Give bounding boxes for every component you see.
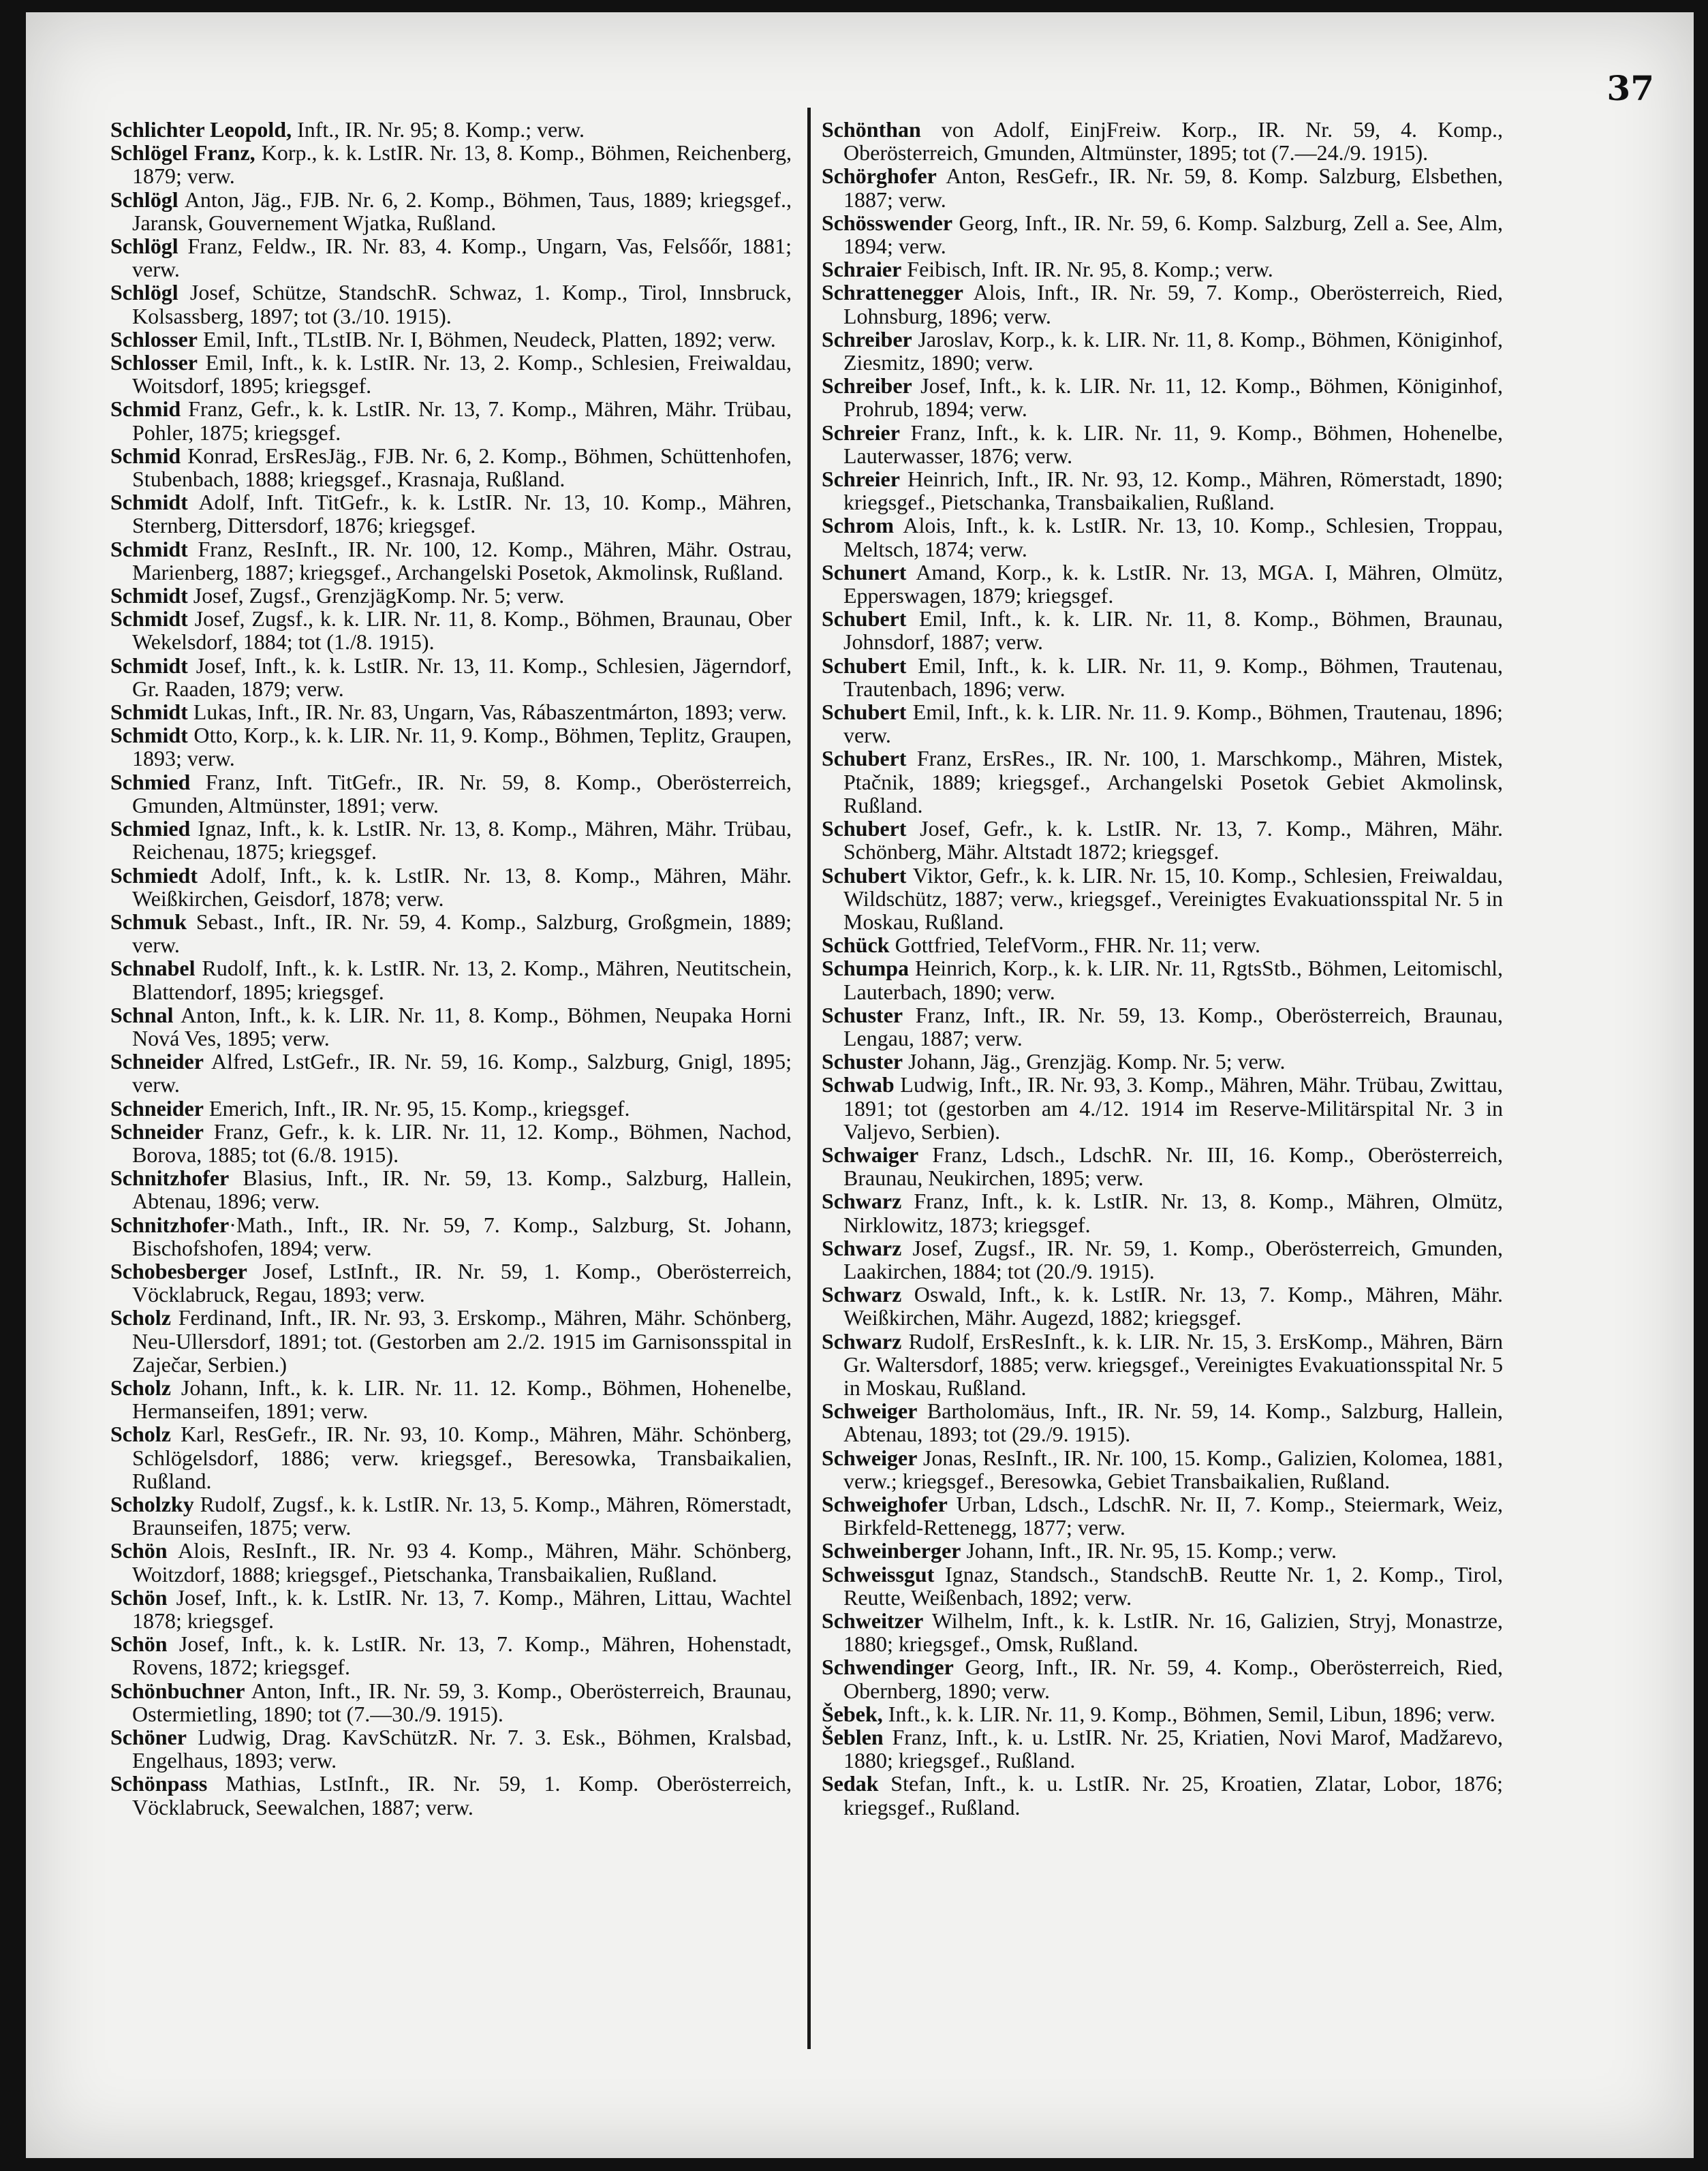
roster-entry xyxy=(822,328,1503,374)
roster-entry xyxy=(822,514,1503,560)
roster-entry xyxy=(822,1399,1503,1446)
entry-details: Josef, Gefr., k. k. LstIR. Nr. 13, 7. Komp., Mähren, Mähr. Schönberg, Mähr. Altstadt 1872; kriegsgef. xyxy=(843,816,1503,864)
entry-details: Alois, ResInft., IR. Nr. 93 4. Komp., Mähren, Mähr. Schönberg, Woitzdorf, 1888; kriegsgef., Pietschanka, Transbaikalien, Rußland. xyxy=(132,1538,792,1587)
roster-entry xyxy=(110,584,792,607)
entry-surname: Schwarz xyxy=(822,1189,902,1214)
entry-surname: Schmidt xyxy=(110,723,188,748)
roster-entry xyxy=(822,1236,1503,1283)
entry-details: Mathias, LstInft., IR. Nr. 59, 1. Komp. Oberösterreich, Vöcklabruck, Seewalchen, 1887; verw. xyxy=(132,1771,792,1819)
entry-details: Emil, Inft., k. k. LIR. Nr. 11, 8. Komp., Böhmen, Braunau, Johnsdorf, 1887; verw. xyxy=(843,606,1503,655)
entry-details: Gottfried, TelefVorm., FHR. Nr. 11; verw. xyxy=(889,933,1260,958)
entry-surname: Schmidt xyxy=(110,490,188,515)
entry-details: Rudolf, Zugsf., k. k. LstIR. Nr. 13, 5. Komp., Mähren, Römerstadt, Braunseifen, 1875; verw. xyxy=(132,1491,792,1540)
entry-surname: Schubert xyxy=(822,746,907,771)
roster-entry xyxy=(110,864,792,910)
entry-surname: Scholz xyxy=(110,1375,171,1400)
roster-entry xyxy=(822,1050,1503,1073)
entry-surname: Schmidt xyxy=(110,700,188,725)
entry-surname: Schobesberger xyxy=(110,1258,247,1283)
roster-entry xyxy=(110,1260,792,1306)
roster-entry xyxy=(822,864,1503,934)
entry-surname: Schwarz xyxy=(822,1328,902,1354)
entry-surname: Schörghofer xyxy=(822,163,937,189)
roster-entry xyxy=(110,1539,792,1585)
roster-entry xyxy=(822,1772,1503,1818)
roster-entry xyxy=(110,141,792,187)
entry-details: Johann, Inft., IR. Nr. 95, 15. Komp.; verw. xyxy=(961,1538,1337,1563)
entry-details: Josef, LstInft., IR. Nr. 59, 1. Komp., Oberösterreich, Vöcklabruck, Regau, 1893; verw. xyxy=(132,1258,792,1307)
entry-surname: Schneider xyxy=(110,1095,204,1121)
roster-entry xyxy=(110,1213,792,1260)
roster-entry xyxy=(822,1655,1503,1702)
entry-details: Jaroslav, Korp., k. k. LIR. Nr. 11, 8. Komp., Böhmen, Königinhof, Ziesmitz, 1890; verw. xyxy=(843,326,1503,375)
entry-surname: Schubert xyxy=(822,816,907,841)
entry-details: Johann, Jäg., Grenzjäg. Komp. Nr. 5; verw. xyxy=(903,1049,1286,1074)
roster-entry xyxy=(110,1166,792,1213)
entry-surname: Schweiger xyxy=(822,1399,918,1424)
entry-surname: Schmidt xyxy=(110,583,188,608)
entry-details: Georg, Inft., IR. Nr. 59, 6. Komp. Salzburg, Zell a. See, Alm, 1894; verw. xyxy=(843,210,1503,259)
entry-details: Feibisch, Inft. IR. Nr. 95, 8. Komp.; verw. xyxy=(901,257,1273,282)
entry-surname: Schmuk xyxy=(110,909,187,934)
entry-surname: Schreier xyxy=(822,467,900,492)
roster-entry xyxy=(822,1493,1503,1539)
entry-details: Josef, Zugsf., IR. Nr. 59, 1. Komp., Oberösterreich, Gmunden, Laakirchen, 1884; tot (20./9. 1915). xyxy=(843,1235,1503,1283)
entry-surname: Sedak xyxy=(822,1771,879,1796)
entry-surname: Schlögl xyxy=(110,280,178,305)
roster-entry xyxy=(822,1609,1503,1655)
entry-surname: Scholz xyxy=(110,1305,171,1330)
entry-surname: Schunert xyxy=(822,559,907,584)
entry-surname: Schmiedt xyxy=(110,862,198,888)
entry-surname: Schubert xyxy=(822,653,907,678)
roster-entry xyxy=(110,537,792,584)
entry-surname: Schmied xyxy=(110,769,191,794)
roster-entry xyxy=(110,444,792,490)
entry-details: Urban, Ldsch., LdschR. Nr. II, 7. Komp., Steiermark, Weiz, Birkfeld-Rettenegg, 1877; verw. xyxy=(843,1491,1503,1540)
roster-entry xyxy=(110,654,792,700)
entry-surname: Schösswender xyxy=(822,210,953,235)
entry-surname: Schubert xyxy=(822,862,907,888)
roster-entry xyxy=(110,351,792,397)
entry-details: Otto, Korp., k. k. LIR. Nr. 11, 9. Komp., Böhmen, Teplitz, Graupen, 1893; verw. xyxy=(132,723,792,771)
roster-entry xyxy=(110,1679,792,1725)
roster-entry xyxy=(110,397,792,443)
entry-details: Korp., k. k. LstIR. Nr. 13, 8. Komp., Böhmen, Reichenberg, 1879; verw. xyxy=(132,140,792,189)
entry-details: Amand, Korp., k. k. LstIR. Nr. 13, MGA. I, Mähren, Olmütz, Epperswagen, 1879; kriegsgef. xyxy=(843,559,1503,608)
entry-details: Franz, ErsRes., IR. Nr. 100, 1. Marschkomp., Mähren, Mistek, Ptačnik, 1889; kriegsgef., Archangelski Posetok Gebiet Akmolinsk, Rußland. xyxy=(843,746,1503,817)
entry-surname: Scholz xyxy=(110,1422,171,1447)
entry-details: Josef, Zugsf., GrenzjägKomp. Nr. 5; verw. xyxy=(187,583,565,608)
entry-details: Stefan, Inft., k. u. LstIR. Nr. 25, Kroatien, Zlatar, Lobor, 1876; kriegsgef., Rußland. xyxy=(843,1771,1503,1819)
entry-surname: Schraier xyxy=(822,257,902,282)
entry-details: Franz, Gefr., k. k. LstIR. Nr. 13, 7. Komp., Mähren, Mähr. Trübau, Pohler, 1875; kriegsgef. xyxy=(132,396,792,445)
entry-details: Josef, Inft., k. k. LstIR. Nr. 13, 7. Komp., Mähren, Hohenstadt, Rovens, 1872; kriegsgef. xyxy=(132,1631,792,1680)
entry-details: Viktor, Gefr., k. k. LIR. Nr. 15, 10. Komp., Schlesien, Freiwaldau, Wildschütz, 1887; verw., kriegsgef., Vereinigtes Evakuationsspital Nr. 5 in Moskau, Rußland. xyxy=(843,862,1503,934)
entry-surname: Schwendinger xyxy=(822,1655,954,1680)
entry-details: Bartholomäus, Inft., IR. Nr. 59, 14. Komp., Salzburg, Hallein, Abtenau, 1893; tot (29./9. 1915). xyxy=(843,1399,1503,1447)
entry-details: Georg, Inft., IR. Nr. 59, 4. Komp., Oberösterreich, Ried, Obernberg, 1890; verw. xyxy=(843,1655,1503,1703)
entry-details: Franz, Inft., k. u. LstIR. Nr. 25, Kriatien, Novi Marof, Madžarevo, 1880; kriegsgef., Rußland. xyxy=(843,1725,1503,1773)
roster-entry xyxy=(822,118,1503,164)
roster-entry xyxy=(822,1283,1503,1329)
roster-entry xyxy=(110,1772,792,1818)
entry-details: Franz, Inft. TitGefr., IR. Nr. 59, 8. Komp., Oberösterreich, Gmunden, Altmünster, 1891; verw. xyxy=(132,769,792,817)
entry-surname: Schön xyxy=(110,1584,168,1610)
entry-details: Franz, Inft., IR. Nr. 59, 13. Komp., Oberösterreich, Braunau, Lengau, 1887; verw. xyxy=(843,1002,1503,1050)
entry-details: Ignaz, Inft., k. k. LstIR. Nr. 13, 8. Komp., Mähren, Mähr. Trübau, Reichenau, 1875; kriegsgef. xyxy=(132,816,792,864)
roster-entry xyxy=(110,1306,792,1376)
entry-surname: Schöner xyxy=(110,1725,187,1750)
roster-entry xyxy=(110,956,792,1003)
entry-surname: Schmidt xyxy=(110,536,188,561)
roster-entry xyxy=(822,1073,1503,1143)
entry-surname: Schneider xyxy=(110,1049,204,1074)
roster-entry xyxy=(822,211,1503,257)
entry-surname: Schön xyxy=(110,1631,168,1657)
document-page xyxy=(26,12,1694,2158)
entry-details: Johann, Inft., k. k. LIR. Nr. 11. 12. Komp., Böhmen, Hohenelbe, Hermanseifen, 1891; verw. xyxy=(132,1375,792,1424)
entry-surname: Schneider xyxy=(110,1119,204,1144)
entry-surname: Schubert xyxy=(822,700,907,725)
roster-entry xyxy=(822,1702,1503,1725)
roster-entry xyxy=(110,1050,792,1096)
entry-surname: Schrom xyxy=(822,513,895,538)
entry-details: Ignaz, Standsch., StandschB. Reutte Nr. 1, 2. Komp., Tirol, Reutte, Weißenbach, 1892; verw. xyxy=(843,1561,1503,1610)
entry-details: Emil, Inft., TLstIB. Nr. I, Böhmen, Neudeck, Platten, 1892; verw. xyxy=(198,326,776,352)
entry-details: Ludwig, Inft., IR. Nr. 93, 3. Komp., Mähren, Mähr. Trübau, Zwittau, 1891; tot (gestorben am 4./12. 1914 im Reserve-Militärspital Nr. 3 in Valjevo, Serbien). xyxy=(843,1072,1503,1144)
entry-surname: Schönthan xyxy=(822,117,921,142)
entry-details: Adolf, Inft., k. k. LstIR. Nr. 13, 8. Komp., Mähren, Mähr. Weißkirchen, Geisdorf, 1878; verw. xyxy=(132,862,792,911)
roster-entry xyxy=(822,933,1503,956)
entry-details: Josef, Inft., k. k. LstIR. Nr. 13, 7. Komp., Mähren, Littau, Wachtel 1878; kriegsgef. xyxy=(132,1584,792,1633)
roster-entry xyxy=(110,1003,792,1050)
entry-details: Rudolf, ErsResInft., k. k. LIR. Nr. 15, 3. ErsKomp., Mähren, Bärn Gr. Waltersdorf, 1885; verw. kriegsgef., Vereinigtes Evakuationsspital Nr. 5 in Moskau, Rußland. xyxy=(843,1328,1503,1400)
entry-details: Emil, Inft., k. k. LstIR. Nr. 13, 2. Komp., Schlesien, Freiwaldau, Woitsdorf, 1895; kriegsgef. xyxy=(132,350,792,399)
entry-surname: Schreier xyxy=(822,420,900,445)
entry-details: Rudolf, Inft., k. k. LstIR. Nr. 13, 2. Komp., Mähren, Neutitschein, Blattendorf, 1895; kriegsgef. xyxy=(132,956,792,1004)
roster-entry xyxy=(110,1632,792,1678)
entry-surname: Schmid xyxy=(110,443,181,468)
roster-entry xyxy=(110,1586,792,1632)
entry-details: ·Math., Inft., IR. Nr. 59, 7. Komp., Salzburg, St. Johann, Bischofshofen, 1894; verw. xyxy=(132,1212,792,1260)
entry-surname: Schweinberger xyxy=(822,1538,961,1563)
entry-surname: Schubert xyxy=(822,606,907,631)
entry-details: Josef, Zugsf., k. k. LIR. Nr. 11, 8. Komp., Böhmen, Braunau, Ober Wekelsdorf, 1884; tot (1./8. 1915). xyxy=(132,606,792,655)
entry-details: Wilhelm, Inft., k. k. LstIR. Nr. 16, Galizien, Stryj, Monastrze, 1880; kriegsgef., Omsk, Rußland. xyxy=(843,1608,1503,1657)
roster-entry xyxy=(110,118,792,141)
entry-surname: Schön xyxy=(110,1538,168,1563)
roster-entry xyxy=(110,1422,792,1493)
entry-surname: Schmid xyxy=(110,396,181,422)
entry-surname: Schlögel Franz, xyxy=(110,140,255,166)
entry-details: Anton, ResGefr., IR. Nr. 59, 8. Komp. Salzburg, Elsbethen, 1887; verw. xyxy=(843,163,1503,212)
entry-surname: Schmidt xyxy=(110,653,188,678)
entry-surname: Schmidt xyxy=(110,606,188,631)
right-column xyxy=(822,118,1503,1819)
entry-details: Anton, Inft., IR. Nr. 59, 3. Komp., Oberösterreich, Braunau, Ostermietling, 1890; tot (7.—30./9. 1915). xyxy=(132,1678,792,1726)
roster-entry xyxy=(822,817,1503,863)
entry-details: Heinrich, Korp., k. k. LIR. Nr. 11, RgtsStb., Böhmen, Leitomischl, Lauterbach, 1890; verw. xyxy=(843,956,1503,1004)
entry-details: Jonas, ResInft., IR. Nr. 100, 15. Komp., Galizien, Kolomea, 1881, verw.; kriegsgef., Beresowka, Gebiet Transbaikalien, Rußland. xyxy=(843,1445,1503,1493)
roster-entry xyxy=(822,1725,1503,1772)
entry-surname: Schweighofer xyxy=(822,1491,948,1516)
roster-entry xyxy=(110,1725,792,1772)
entry-surname: Schumpa xyxy=(822,956,910,981)
roster-entry xyxy=(822,1330,1503,1400)
entry-surname: Schmied xyxy=(110,816,191,841)
entry-surname: Schreiber xyxy=(822,326,912,352)
entry-surname: Schnal xyxy=(110,1002,174,1027)
roster-entry xyxy=(822,164,1503,210)
entry-details: Karl, ResGefr., IR. Nr. 93, 10. Komp., Mähren, Mähr. Schönberg, Schlögelsdorf, 1886; verw. kriegsgef., Beresowka, Transbaikalien, Rußland. xyxy=(132,1422,792,1493)
entry-details: Franz, Inft., k. k. LstIR. Nr. 13, 8. Komp., Mähren, Olmütz, Nirklowitz, 1873; kriegsgef. xyxy=(843,1189,1503,1237)
roster-entry xyxy=(822,1563,1503,1609)
roster-entry xyxy=(822,467,1503,514)
entry-surname: Schnitzhofer xyxy=(110,1166,230,1191)
roster-entry xyxy=(110,607,792,653)
entry-surname: Schnabel xyxy=(110,956,196,981)
entry-surname: Šebek, xyxy=(822,1701,883,1726)
entry-details: Anton, Jäg., FJB. Nr. 6, 2. Komp., Böhmen, Taus, 1889; kriegsgef., Jaransk, Gouvernement Wjatka, Rußland. xyxy=(132,187,792,235)
left-column xyxy=(110,118,792,1819)
entry-surname: Schlosser xyxy=(110,326,198,352)
entry-surname: Schück xyxy=(822,933,890,958)
entry-surname: Schlosser xyxy=(110,350,198,375)
roster-entry xyxy=(822,1143,1503,1189)
entry-details: Emil, Inft., k. k. LIR. Nr. 11, 9. Komp., Böhmen, Trautenau, Trautenbach, 1896; verw. xyxy=(843,653,1503,701)
entry-details: Josef, Inft., k. k. LIR. Nr. 11, 12. Komp., Böhmen, Königinhof, Prohrub, 1894; verw. xyxy=(843,373,1503,422)
roster-entry xyxy=(110,817,792,863)
entry-surname: Schweissgut xyxy=(822,1561,935,1587)
entry-details: Blasius, Inft., IR. Nr. 59, 13. Komp., Salzburg, Hallein, Abtenau, 1896; verw. xyxy=(132,1166,792,1214)
entry-details: Franz, ResInft., IR. Nr. 100, 12. Komp., Mähren, Mähr. Ostrau, Marienberg, 1887; kriegsgef., Archangelski Posetok, Akmolinsk, Rußland. xyxy=(132,536,792,584)
entry-details: Inft., IR. Nr. 95; 8. Komp.; verw. xyxy=(292,117,585,142)
entry-surname: Schlögl xyxy=(110,187,178,212)
entry-details: Franz, Feldw., IR. Nr. 83, 4. Komp., Ungarn, Vas, Felsőőr, 1881; verw. xyxy=(132,234,792,282)
entry-surname: Schuster xyxy=(822,1002,903,1027)
column-divider xyxy=(807,108,811,2049)
entry-details: Josef, Schütze, StandschR. Schwaz, 1. Komp., Tirol, Innsbruck, Kolsassberg, 1897; tot (3./10. 1915). xyxy=(132,280,792,328)
entry-details: Sebast., Inft., IR. Nr. 59, 4. Komp., Salzburg, Großgmein, 1889; verw. xyxy=(132,909,792,958)
roster-entry xyxy=(110,234,792,281)
roster-entry xyxy=(822,654,1503,700)
roster-entry xyxy=(822,421,1503,467)
roster-entry xyxy=(822,281,1503,327)
entry-details: Alfred, LstGefr., IR. Nr. 59, 16. Komp., Salzburg, Gnigl, 1895; verw. xyxy=(132,1049,792,1097)
entry-surname: Scholzky xyxy=(110,1491,194,1516)
roster-entry xyxy=(110,770,792,817)
entry-surname: Schrattenegger xyxy=(822,280,963,305)
roster-entry xyxy=(110,490,792,537)
roster-entry xyxy=(822,374,1503,420)
roster-entry xyxy=(110,281,792,327)
entry-details: Alois, Inft., k. k. LstIR. Nr. 13, 10. Komp., Schlesien, Troppau, Meltsch, 1874; verw. xyxy=(843,513,1503,561)
entry-details: Anton, Inft., k. k. LIR. Nr. 11, 8. Komp., Böhmen, Neupaka Horni Nová Ves, 1895; verw. xyxy=(132,1002,792,1050)
entry-surname: Schwarz xyxy=(822,1282,902,1307)
entry-surname: Schlögl xyxy=(110,234,178,259)
roster-entry xyxy=(822,561,1503,607)
entry-details: Franz, Gefr., k. k. LIR. Nr. 11, 12. Komp., Böhmen, Nachod, Borova, 1885; tot (6./8. 1915). xyxy=(132,1119,792,1167)
entry-surname: Schönpass xyxy=(110,1771,208,1796)
roster-entry xyxy=(110,910,792,956)
entry-surname: Schönbuchner xyxy=(110,1678,245,1703)
entry-details: Josef, Inft., k. k. LstIR. Nr. 13, 11. Komp., Schlesien, Jägerndorf, Gr. Raaden, 1879; verw. xyxy=(132,653,792,701)
entry-details: Heinrich, Inft., IR. Nr. 93, 12. Komp., Mähren, Römerstadt, 1890; kriegsgef., Pietschanka, Transbaikalien, Rußland. xyxy=(843,467,1503,515)
roster-entry xyxy=(822,747,1503,817)
roster-entry xyxy=(110,1493,792,1539)
entry-details: Oswald, Inft., k. k. LstIR. Nr. 13, 7. Komp., Mähren, Mähr. Weißkirchen, Mähr. Augezd, 1882; kriegsgef. xyxy=(843,1282,1503,1330)
roster-entry xyxy=(110,188,792,234)
entry-details: Ferdinand, Inft., IR. Nr. 93, 3. Erskomp., Mähren, Mähr. Schönberg, Neu-Ullersdorf, 1891; tot. (Gestorben am 2./2. 1915 im Garnisonsspital in Zaječar, Serbien.) xyxy=(132,1305,792,1377)
roster-entry xyxy=(110,723,792,770)
roster-entry xyxy=(110,328,792,351)
entry-details: Franz, Inft., k. k. LIR. Nr. 11, 9. Komp., Böhmen, Hohenelbe, Lauterwasser, 1876; verw. xyxy=(843,420,1503,468)
entry-details: Inft., k. k. LIR. Nr. 11, 9. Komp., Böhmen, Semil, Libun, 1896; verw. xyxy=(882,1701,1495,1726)
entry-surname: Šeblen xyxy=(822,1725,884,1750)
roster-entry xyxy=(822,1446,1503,1493)
entry-surname: Schuster xyxy=(822,1049,903,1074)
entry-details: Adolf, Inft. TitGefr., k. k. LstIR. Nr. 13, 10. Komp., Mähren, Sternberg, Dittersdorf, 1876; kriegsgef. xyxy=(132,490,792,538)
entry-surname: Schweitzer xyxy=(822,1608,924,1633)
roster-entry xyxy=(822,1189,1503,1236)
entry-surname: Schweiger xyxy=(822,1445,918,1470)
roster-entry xyxy=(822,1539,1503,1562)
roster-entry xyxy=(110,1376,792,1422)
entry-surname: Schwab xyxy=(822,1072,895,1097)
entry-surname: Schwarz xyxy=(822,1235,902,1260)
page-number: 37 xyxy=(1606,68,1654,108)
entry-details: Lukas, Inft., IR. Nr. 83, Ungarn, Vas, Rábaszentmárton, 1893; verw. xyxy=(187,700,787,725)
roster-entry xyxy=(822,257,1503,281)
roster-entry xyxy=(822,1003,1503,1050)
roster-entry xyxy=(110,700,792,723)
entry-surname: Schnitzhofer xyxy=(110,1212,230,1237)
roster-entry xyxy=(110,1097,792,1120)
entry-surname: Schreiber xyxy=(822,373,912,399)
roster-entry xyxy=(822,956,1503,1003)
entry-surname: Schwaiger xyxy=(822,1142,919,1167)
entry-details: Konrad, ErsResJäg., FJB. Nr. 6, 2. Komp., Böhmen, Schüttenhofen, Stubenbach, 1888; kriegsgef., Krasnaja, Rußland. xyxy=(132,443,792,492)
entry-details: Franz, Ldsch., LdschR. Nr. III, 16. Komp., Oberösterreich, Braunau, Neukirchen, 1895; verw. xyxy=(843,1142,1503,1191)
roster-entry xyxy=(110,1120,792,1166)
entry-details: Alois, Inft., IR. Nr. 59, 7. Komp., Oberösterreich, Ried, Lohnsburg, 1896; verw. xyxy=(843,280,1503,328)
entry-details: Emil, Inft., k. k. LIR. Nr. 11. 9. Komp., Böhmen, Trautenau, 1896; verw. xyxy=(843,700,1503,748)
roster-entry xyxy=(822,607,1503,653)
entry-details: Ludwig, Drag. KavSchützR. Nr. 7. 3. Esk., Böhmen, Kralsbad, Engelhaus, 1893; verw. xyxy=(132,1725,792,1773)
entry-details: von Adolf, EinjFreiw. Korp., IR. Nr. 59, 4. Komp., Oberösterreich, Gmunden, Altmünster, 1895; tot (7.—24./9. 1915). xyxy=(843,117,1503,166)
entry-details: Emerich, Inft., IR. Nr. 95, 15. Komp., kriegsgef. xyxy=(203,1095,630,1121)
entry-surname: Schlichter Leopold, xyxy=(110,117,292,142)
roster-entry xyxy=(822,700,1503,747)
